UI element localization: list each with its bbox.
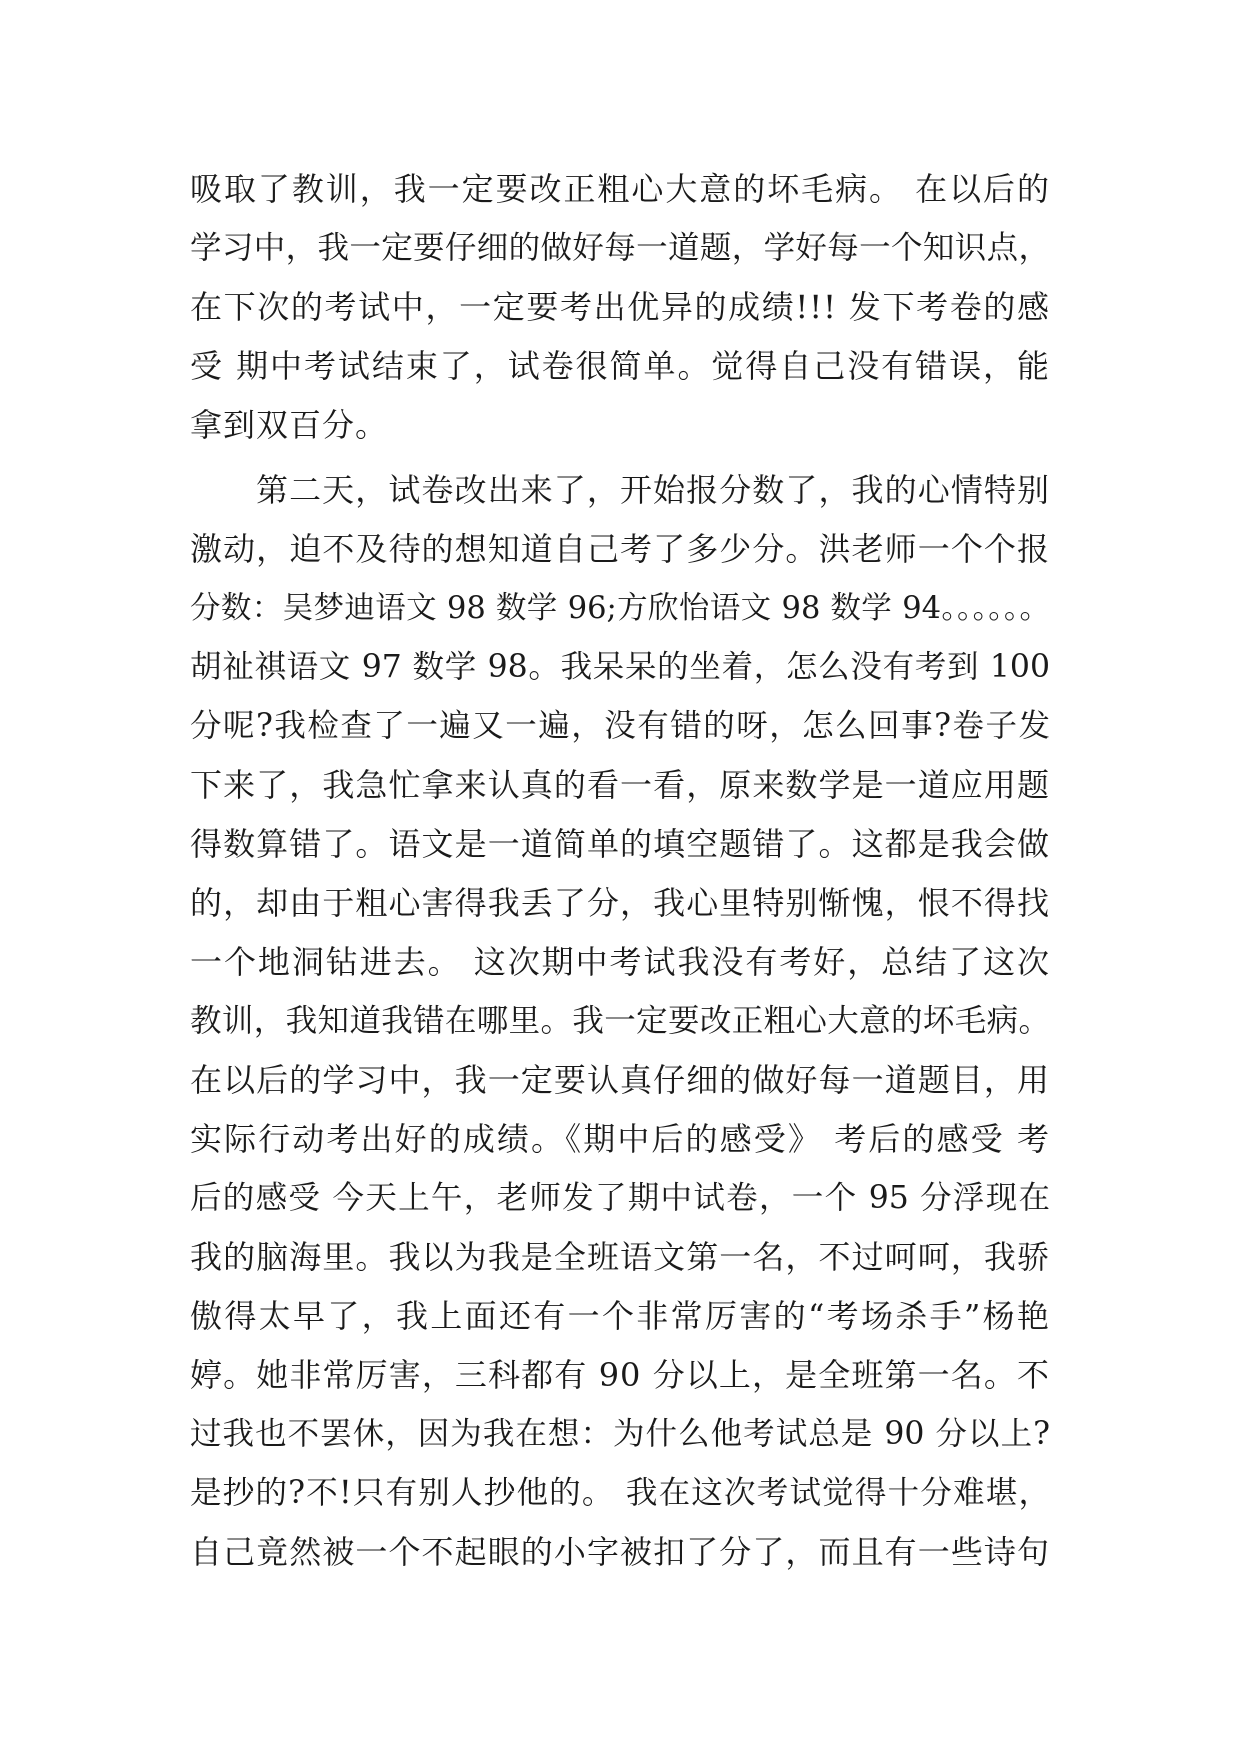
text-line: 教训，我知道我错在哪里。我一定要改正粗心大意的坏毛病。 bbox=[190, 1003, 1050, 1039]
text-line: 婷。她非常厉害，三科都有 90 分以上，是全班第一名。不 bbox=[190, 1356, 1050, 1394]
text-line: 在以后的学习中，我一定要认真仔细的做好每一道题目，用 bbox=[190, 1061, 1050, 1099]
text-line: 受 期中考试结束了，试卷很简单。觉得自己没有错误，能 bbox=[190, 347, 1050, 385]
text-line: 拿到双百分。 bbox=[190, 406, 389, 444]
text-line: 过我也不罢休，因为我在想：为什么他考试总是 90 分以上? bbox=[190, 1416, 1050, 1452]
text-line: 吸取了教训，我一定要改正粗心大意的坏毛病。 在以后的 bbox=[190, 170, 1050, 208]
text-line: 下来了，我急忙拿来认真的看一看，原来数学是一道应用题 bbox=[190, 766, 1050, 804]
text-line: 的，却由于粗心害得我丢了分，我心里特别惭愧，恨不得找 bbox=[190, 884, 1050, 922]
text-line: 后的感受 今天上午，老师发了期中试卷，一个 95 分浮现在 bbox=[190, 1180, 1050, 1216]
text-line: 学习中，我一定要仔细的做好每一道题，学好每一个知识点， bbox=[190, 230, 1050, 266]
text-line: 自己竟然被一个不起眼的小字被扣了分了，而且有一些诗句 bbox=[190, 1533, 1050, 1571]
text-line: 在下次的考试中，一定要考出优异的成绩!!! 发下考卷的感 bbox=[190, 288, 1050, 326]
paragraph-2 bbox=[190, 461, 1050, 1582]
text-line: 第二天，试卷改出来了，开始报分数了，我的心情特别 bbox=[256, 471, 1050, 509]
text-line: 分呢?我检查了一遍又一遍，没有错的呀，怎么回事?卷子发 bbox=[190, 708, 1050, 744]
text-line: 得数算错了。语文是一道简单的填空题错了。这都是我会做 bbox=[190, 825, 1050, 863]
text-line: 我的脑海里。我以为我是全班语文第一名，不过呵呵，我骄 bbox=[190, 1238, 1050, 1276]
paragraph-1 bbox=[190, 160, 1050, 455]
text-line: 一个地洞钻进去。 这次期中考试我没有考好，总结了这次 bbox=[190, 943, 1050, 981]
text-line: 实际行动考出好的成绩。《期中后的感受》 考后的感受 考 bbox=[190, 1120, 1050, 1158]
text-line: 是抄的?不!只有别人抄他的。 我在这次考试觉得十分难堪， bbox=[190, 1475, 1050, 1511]
body-text bbox=[190, 160, 1050, 1582]
text-line: 分数：吴梦迪语文 98 数学 96;方欣怡语文 98 数学 94。。。。。。 bbox=[190, 591, 1050, 626]
text-line: 傲得太早了，我上面还有一个非常厉害的“考场杀手”杨艳 bbox=[190, 1297, 1050, 1335]
text-line: 激动，迫不及待的想知道自己考了多少分。洪老师一个个报 bbox=[190, 530, 1050, 568]
text-line: 胡祉祺语文 97 数学 98。我呆呆的坐着，怎么没有考到 100 bbox=[190, 649, 1050, 685]
